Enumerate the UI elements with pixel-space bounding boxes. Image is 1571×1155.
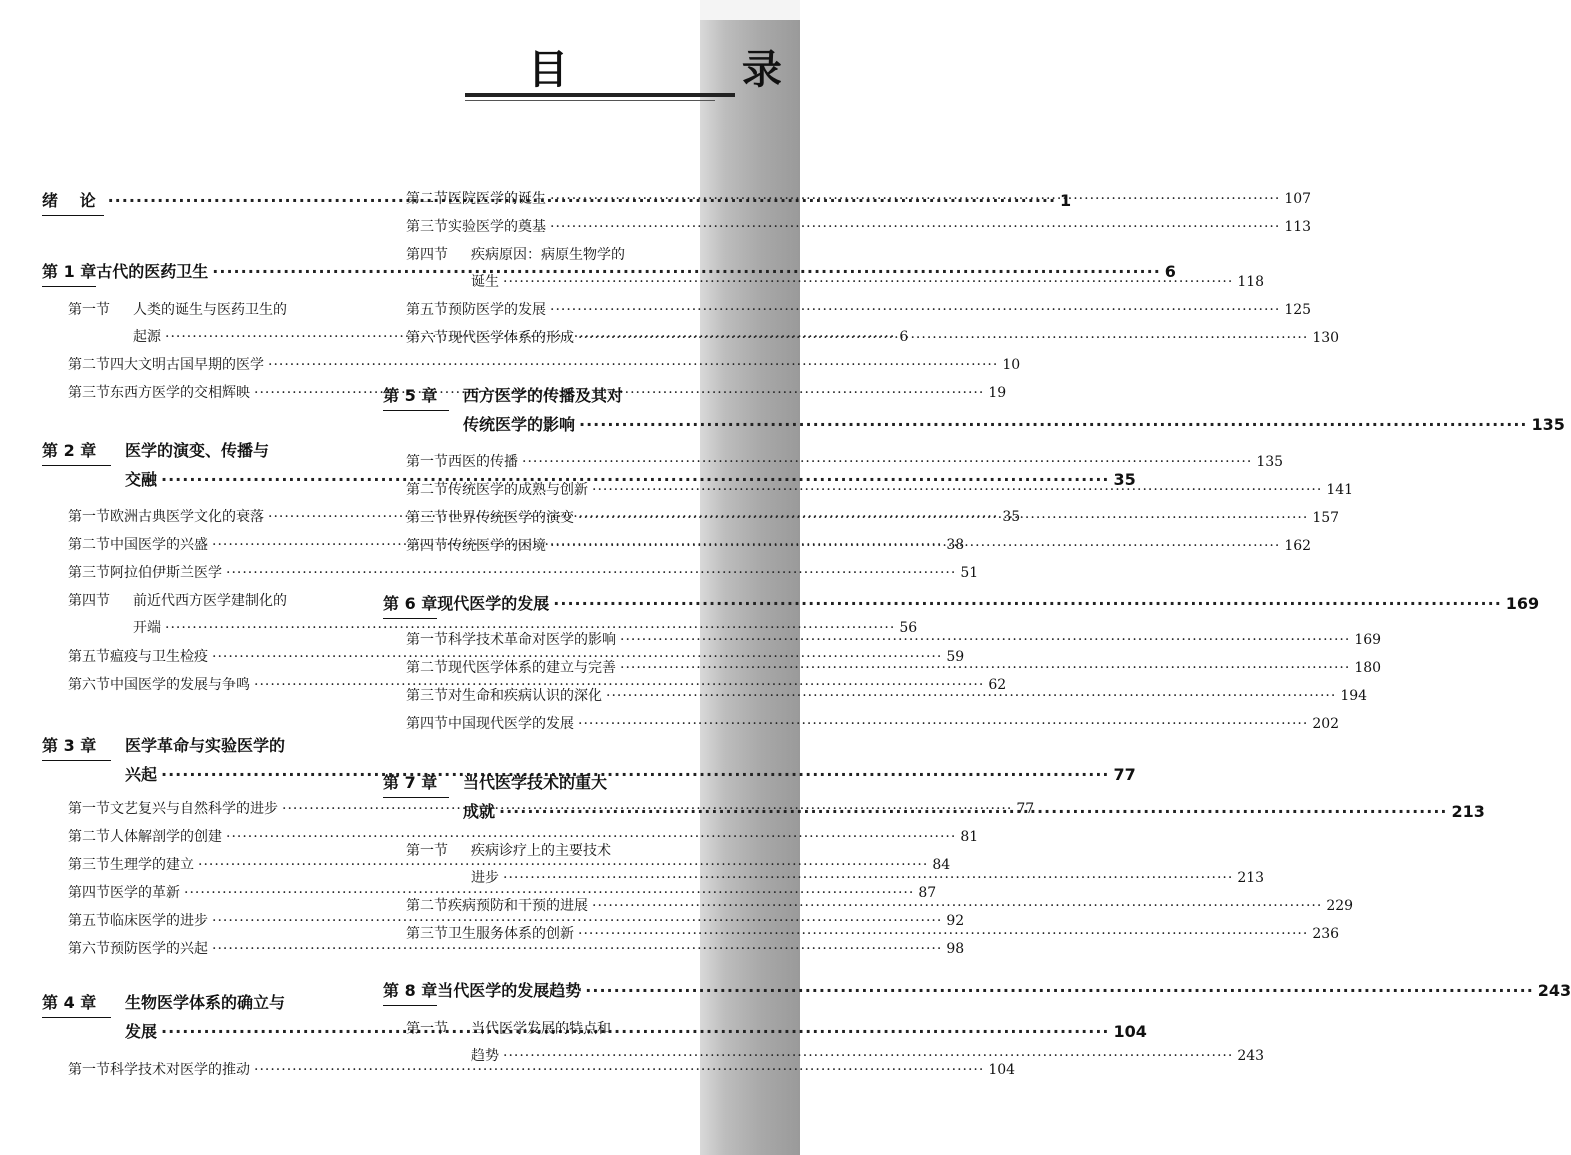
page-number: 243 — [1237, 1048, 1265, 1064]
page-number: 87 — [918, 885, 937, 901]
page-number: 81 — [960, 829, 979, 845]
leader-dots — [620, 632, 1350, 648]
section-number: 第三节 — [406, 510, 448, 526]
section-number: 第二节 — [406, 898, 448, 914]
chapter-title: 现代医学的发展 — [437, 594, 550, 613]
page-number: 213 — [1451, 802, 1485, 821]
leader-dots — [499, 802, 1447, 821]
section-number: 第二节 — [406, 191, 448, 207]
section-entry — [406, 629, 1382, 649]
leader-dots — [578, 510, 1308, 526]
section-number: 第二节 — [406, 482, 448, 498]
page-number: 229 — [1326, 898, 1354, 914]
page-number: 59 — [946, 649, 965, 665]
page-number: 125 — [1284, 302, 1312, 318]
section-title: 人类的诞生与医药卫生的 — [133, 302, 287, 318]
page-number: 213 — [1237, 870, 1265, 886]
section-title-cont: 趋势 — [471, 1048, 499, 1064]
page-number: 56 — [899, 620, 918, 636]
page-number: 35 — [1113, 470, 1136, 489]
section-title: 预防医学的发展 — [448, 302, 546, 318]
page-number: 141 — [1326, 482, 1354, 498]
section-entry — [406, 327, 1340, 347]
chapter-heading — [42, 990, 357, 1018]
section-entry — [406, 923, 1340, 943]
section-entry — [406, 244, 693, 264]
section-entry — [406, 1018, 693, 1038]
page-number: 38 — [946, 537, 965, 553]
section-entry — [68, 354, 1021, 374]
section-number: 第四节 — [406, 716, 448, 732]
page-number: 98 — [946, 941, 965, 957]
leader-dots — [553, 594, 1501, 613]
page-number: 6 — [899, 329, 909, 345]
section-number: 第三节 — [406, 688, 448, 704]
page-number: 19 — [988, 385, 1007, 401]
leader-dots — [550, 191, 1280, 207]
title-rule — [465, 93, 735, 97]
leader-dots — [578, 330, 1308, 346]
page-number: 113 — [1284, 219, 1312, 235]
section-number: 第六节 — [68, 941, 110, 957]
section-entry — [406, 451, 1284, 471]
page-number: 104 — [988, 1062, 1016, 1078]
chapter-title-cont: 成就 — [463, 802, 496, 821]
section-entry — [68, 1059, 1016, 1079]
section-number: 第六节 — [68, 677, 110, 693]
section-title: 前近代西方医学建制化的 — [133, 593, 287, 609]
section-number: 第一节 — [68, 302, 110, 318]
chapter-heading — [42, 733, 357, 761]
page-number: 77 — [1016, 801, 1035, 817]
section-entry-cont — [471, 867, 1265, 887]
chapter-title-cont: 传统医学的影响 — [463, 415, 576, 434]
section-title: 中国医学的兴盛 — [110, 537, 208, 553]
page-number: 92 — [946, 913, 965, 929]
section-number: 第一节 — [68, 509, 110, 525]
section-number: 第三节 — [406, 926, 448, 942]
section-entry-cont — [133, 617, 918, 637]
leader-dots — [592, 898, 1322, 914]
chapter-heading — [383, 383, 693, 411]
section-number: 第一节 — [406, 454, 448, 470]
chapter-title: 西方医学的传播及其对 — [463, 386, 624, 405]
page-number: 243 — [1537, 981, 1571, 1000]
page-number: 107 — [1284, 191, 1312, 207]
page-number: 1 — [1060, 191, 1072, 210]
chapter-title: 生物医学体系的确立与 — [125, 993, 286, 1012]
section-number: 第六节 — [406, 330, 448, 346]
section-entry — [68, 854, 951, 874]
section-title: 传统医学的成熟与创新 — [448, 482, 588, 498]
section-title: 疾病预防和干预的进展 — [448, 898, 588, 914]
section-title: 文艺复兴与自然科学的进步 — [110, 801, 278, 817]
section-title: 疾病原因：病原生物学的 — [471, 247, 625, 263]
chapter-title: 当代医学的发展趋势 — [437, 981, 582, 1000]
section-number: 第一节 — [68, 801, 110, 817]
chapter-title: 当代医学技术的重大 — [463, 773, 608, 792]
section-number: 第三节 — [68, 857, 110, 873]
chapter-title: 医学的演变、传播与 — [125, 441, 270, 460]
section-entry — [406, 895, 1354, 915]
leader-dots — [592, 482, 1322, 498]
page-number: 194 — [1340, 688, 1368, 704]
leader-dots — [606, 688, 1336, 704]
section-entry-cont — [471, 1045, 1265, 1065]
page-number: 51 — [960, 565, 979, 581]
page-number: 135 — [1256, 454, 1284, 470]
page-number: 6 — [1164, 262, 1176, 281]
section-number: 第三节 — [68, 565, 110, 581]
section-title: 四大文明古国早期的医学 — [110, 357, 264, 373]
section-title: 阿拉伯伊斯兰医学 — [110, 565, 222, 581]
section-entry — [406, 299, 1312, 319]
leader-dots — [550, 302, 1280, 318]
leader-dots — [620, 660, 1350, 676]
section-entry — [406, 188, 1312, 208]
leader-dots — [503, 870, 1233, 886]
page-number: 62 — [988, 677, 1007, 693]
section-number: 第五节 — [68, 649, 110, 665]
section-number: 第三节 — [406, 219, 448, 235]
page-number: 162 — [1284, 538, 1312, 554]
section-entry — [68, 882, 937, 902]
section-title-cont: 开端 — [133, 620, 161, 636]
section-number: 第一节 — [406, 632, 448, 648]
section-number: 第一节 — [406, 1021, 448, 1037]
section-title: 医学的革新 — [110, 885, 180, 901]
section-title: 科学技术革命对医学的影响 — [448, 632, 616, 648]
section-number: 第二节 — [68, 537, 110, 553]
leader-dots — [550, 219, 1280, 235]
page-title: 目 录 — [528, 47, 862, 93]
section-title-cont: 进步 — [471, 870, 499, 886]
section-entry — [68, 826, 979, 846]
leader-dots — [212, 941, 942, 957]
section-title: 现代医学体系的形成 — [448, 330, 574, 346]
leader-dots — [268, 357, 998, 373]
section-number: 第五节 — [68, 913, 110, 929]
section-title: 科学技术对医学的推动 — [110, 1062, 250, 1078]
leader-dots — [503, 274, 1233, 290]
section-entry-cont — [471, 271, 1265, 291]
leader-dots — [579, 415, 1527, 434]
leader-dots — [522, 454, 1252, 470]
page-number: 104 — [1113, 1022, 1147, 1041]
chapter-number: 第 1 章 — [42, 259, 96, 287]
page-edge-top — [700, 0, 800, 20]
section-title: 实验医学的奠基 — [448, 219, 546, 235]
section-number: 第一节 — [68, 1062, 110, 1078]
section-number: 第四节 — [406, 538, 448, 554]
section-entry — [68, 910, 965, 930]
chapter-heading — [383, 591, 1540, 619]
chapter-number: 第 8 章 — [383, 978, 437, 1006]
page-number: 236 — [1312, 926, 1340, 942]
section-entry — [68, 590, 357, 610]
section-entry — [68, 299, 357, 319]
intro-label: 绪 论 — [42, 188, 104, 216]
section-title: 东西方医学的交相辉映 — [110, 385, 250, 401]
section-number: 第一节 — [406, 843, 448, 859]
chapter-title: 医学革命与实验医学的 — [125, 736, 286, 755]
chapter-heading — [383, 978, 1571, 1006]
chapter-heading — [383, 770, 693, 798]
page-number: 202 — [1312, 716, 1340, 732]
section-title: 卫生服务体系的创新 — [448, 926, 574, 942]
section-entry — [68, 562, 979, 582]
section-title: 医院医学的诞生 — [448, 191, 546, 207]
leader-dots — [585, 981, 1533, 1000]
section-number: 第二节 — [68, 357, 110, 373]
chapter-heading-cont — [463, 412, 1565, 435]
chapter-number: 第 6 章 — [383, 591, 437, 619]
section-entry — [68, 938, 965, 958]
section-title: 瘟疫与卫生检疫 — [110, 649, 208, 665]
page-number: 77 — [1113, 765, 1136, 784]
leader-dots — [503, 1048, 1233, 1064]
section-entry — [406, 713, 1340, 733]
section-title: 欧洲古典医学文化的衰落 — [110, 509, 264, 525]
page-number: 169 — [1354, 632, 1382, 648]
page-number: 180 — [1354, 660, 1382, 676]
chapter-number: 第 2 章 — [42, 438, 111, 466]
section-number: 第四节 — [68, 885, 110, 901]
page-number: 130 — [1312, 330, 1340, 346]
leader-dots — [550, 538, 1280, 554]
section-entry — [406, 840, 693, 860]
chapter-title-cont: 交融 — [125, 470, 158, 489]
section-title: 疾病诊疗上的主要技术 — [471, 843, 611, 859]
leader-dots — [578, 926, 1308, 942]
section-entry — [406, 216, 1312, 236]
section-title: 当代医学发展的特点和 — [471, 1021, 611, 1037]
page-number: 10 — [1002, 357, 1021, 373]
section-number: 第二节 — [406, 660, 448, 676]
section-number: 第五节 — [406, 302, 448, 318]
section-title-cont: 诞生 — [471, 274, 499, 290]
section-entry — [68, 646, 965, 666]
section-title: 传统医学的困境 — [448, 538, 546, 554]
section-title-cont: 起源 — [133, 329, 161, 345]
page-number: 169 — [1505, 594, 1540, 613]
section-number: 第四节 — [68, 593, 110, 609]
section-title: 生理学的建立 — [110, 857, 194, 873]
chapter-title-cont: 发展 — [125, 1022, 158, 1041]
section-number: 第二节 — [68, 829, 110, 845]
leader-dots — [578, 716, 1308, 732]
section-title: 现代医学体系的建立与完善 — [448, 660, 616, 676]
page-number: 35 — [1002, 509, 1021, 525]
chapter-number: 第 3 章 — [42, 733, 111, 761]
page-number: 157 — [1312, 510, 1340, 526]
section-title: 临床医学的进步 — [110, 913, 208, 929]
page-number: 135 — [1531, 415, 1565, 434]
section-title: 西医的传播 — [448, 454, 518, 470]
title-rule-thin — [465, 100, 715, 101]
chapter-heading — [42, 438, 357, 466]
chapter-number: 第 5 章 — [383, 383, 449, 411]
section-title: 中国现代医学的发展 — [448, 716, 574, 732]
leader-dots — [226, 565, 956, 581]
chapter-title: 古代的医药卫生 — [96, 262, 209, 281]
section-number: 第三节 — [68, 385, 110, 401]
page-number: 118 — [1237, 274, 1265, 290]
section-number: 第四节 — [406, 247, 448, 263]
chapter-number: 第 7 章 — [383, 770, 449, 798]
section-title: 预防医学的兴起 — [110, 941, 208, 957]
section-title: 对生命和疾病认识的深化 — [448, 688, 602, 704]
section-entry — [68, 674, 1007, 694]
section-title: 中国医学的发展与争鸣 — [110, 677, 250, 693]
chapter-title-cont: 兴起 — [125, 765, 158, 784]
chapter-number: 第 4 章 — [42, 990, 111, 1018]
section-title: 人体解剖学的创建 — [110, 829, 222, 845]
section-title: 世界传统医学的演变 — [448, 510, 574, 526]
page-number: 84 — [932, 857, 951, 873]
